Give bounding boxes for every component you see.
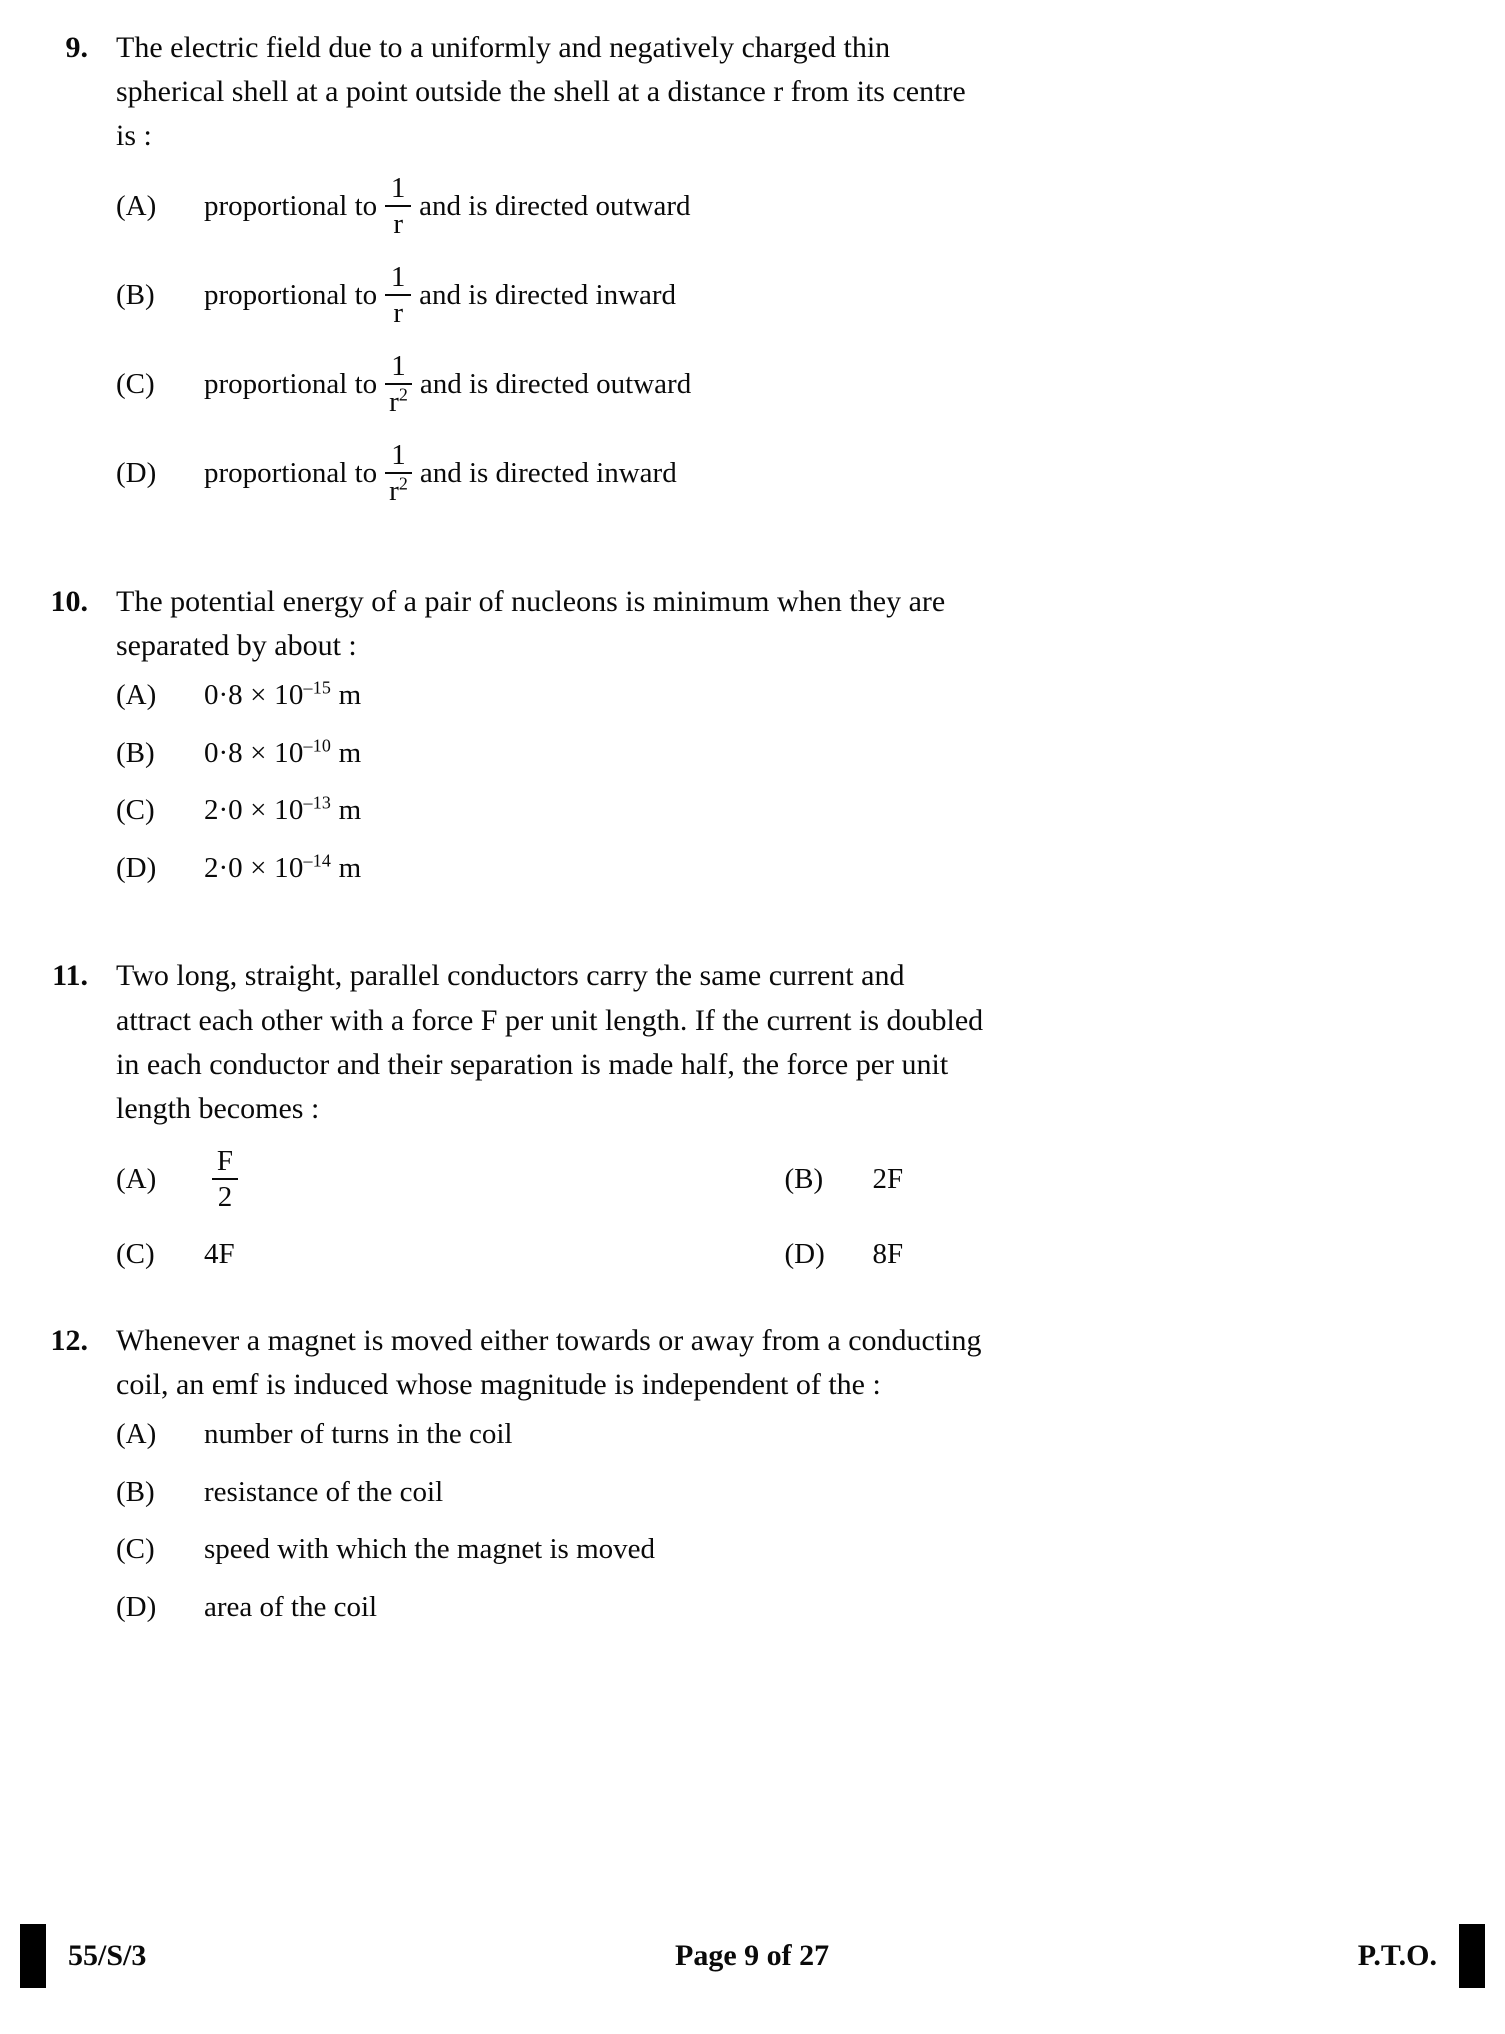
option-label: (B)	[116, 279, 155, 312]
power-base: 10	[274, 794, 304, 827]
question-12-text-line-2: coil, an emf is induced whose magnitude is independent of the :	[116, 1367, 881, 1401]
question-10-option-a[interactable]	[116, 674, 1453, 718]
question-9-option-d[interactable]	[116, 441, 1453, 506]
option-label: (A)	[116, 1162, 157, 1195]
option-content	[204, 263, 1453, 328]
denominator-base: r	[389, 475, 399, 508]
option-suffix-text: and is directed inward	[419, 279, 677, 312]
question-spacer	[24, 908, 1453, 954]
denominator-exponent: 2	[398, 473, 408, 494]
fraction-one-over-r	[385, 174, 411, 239]
option-content	[204, 1144, 246, 1213]
fraction-denominator: r	[393, 208, 403, 241]
question-11-option-c[interactable]	[116, 1238, 785, 1271]
power-exponent: –15	[303, 677, 332, 698]
option-content: 4F	[204, 1237, 235, 1270]
footer-right-marker-bar	[1459, 1924, 1485, 1988]
power-base: 10	[274, 851, 304, 884]
option-content	[204, 174, 1453, 239]
question-9-option-b[interactable]	[116, 263, 1453, 328]
option-label: (D)	[116, 457, 157, 490]
footer-left-marker-bar	[20, 1924, 46, 1988]
option-label: (A)	[116, 1418, 157, 1451]
mantissa: 2·0	[204, 794, 243, 827]
question-9-options	[116, 174, 1453, 506]
question-9	[24, 26, 1453, 530]
option-content: area of the coil	[204, 1590, 378, 1623]
question-10-text-line-1: The potential energy of a pair of nucleons is minimum when they are	[116, 585, 946, 619]
question-spacer	[24, 1301, 1453, 1319]
question-11-text-line-2: attract each other with a force F per unit length. If the current is doubled	[116, 1003, 984, 1037]
power-exponent: –13	[303, 792, 332, 813]
option-label: (A)	[116, 679, 157, 712]
question-10-number: 10.	[50, 585, 88, 619]
mantissa: 0·8	[204, 736, 243, 769]
option-label: (D)	[116, 1590, 157, 1623]
option-prefix-text: proportional to	[204, 368, 378, 401]
fraction-numerator: 1	[390, 172, 406, 205]
question-12-text-line-1: Whenever a magnet is moved either towards or away from a conducting	[116, 1323, 982, 1357]
option-label: (B)	[784, 1162, 824, 1195]
option-label: (A)	[116, 190, 157, 223]
option-content	[204, 674, 1453, 718]
fraction-one-over-r	[385, 263, 411, 328]
fraction-denominator: r	[393, 297, 403, 330]
unit: m	[338, 736, 362, 769]
option-label: (B)	[116, 736, 155, 769]
denominator-exponent: 2	[398, 384, 408, 405]
option-label: (C)	[116, 1237, 155, 1270]
fraction-numerator: 1	[390, 261, 406, 294]
multiplication-sign: ×	[250, 679, 267, 712]
question-12-option-c[interactable]	[116, 1528, 1453, 1572]
option-suffix-text: and is directed outward	[419, 368, 692, 401]
question-9-body	[116, 26, 1453, 530]
question-12	[24, 1319, 1453, 1643]
option-suffix-text: and is directed inward	[419, 457, 677, 490]
option-prefix-text: proportional to	[204, 457, 378, 490]
question-11-text-line-1: Two long, straight, parallel conductors carry the same current and	[116, 959, 905, 993]
question-spacer	[24, 534, 1453, 580]
question-9-text-line-2: spherical shell at a point outside the shell at a distance r from its centre	[116, 75, 966, 109]
option-content	[204, 847, 1453, 891]
question-9-text-line-1: The electric field due to a uniformly and negatively charged thin	[116, 31, 891, 64]
question-9-text-line-3: is :	[116, 119, 152, 153]
option-content: speed with which the magnet is moved	[204, 1533, 656, 1566]
question-10	[24, 580, 1453, 904]
power-exponent: –10	[303, 735, 332, 756]
option-label: (C)	[116, 368, 155, 401]
question-12-body	[116, 1319, 1453, 1643]
question-11-text-line-4: length becomes :	[116, 1091, 320, 1125]
denominator-base: r	[389, 386, 399, 419]
page-footer	[0, 1924, 1505, 1988]
question-9-option-c[interactable]	[116, 352, 1453, 417]
option-label: (C)	[116, 1533, 155, 1566]
question-10-option-d[interactable]	[116, 847, 1453, 891]
question-10-body	[116, 580, 1453, 904]
option-content	[204, 352, 1453, 417]
question-12-number: 12.	[50, 1323, 88, 1357]
option-prefix-text: proportional to	[204, 279, 378, 312]
unit: m	[338, 679, 362, 712]
option-content: number of turns in the coil	[204, 1418, 513, 1451]
question-11	[24, 954, 1453, 1296]
fraction-one-over-r-squared	[385, 441, 412, 506]
option-content: 8F	[872, 1237, 904, 1270]
multiplication-sign: ×	[250, 851, 267, 884]
question-12-option-a[interactable]	[116, 1413, 1453, 1457]
question-12-option-b[interactable]	[116, 1471, 1453, 1515]
mantissa: 2·0	[204, 851, 243, 884]
question-11-option-d[interactable]	[785, 1238, 1454, 1271]
option-suffix-text: and is directed outward	[419, 190, 691, 223]
power-base: 10	[274, 736, 304, 769]
question-12-option-d[interactable]	[116, 1586, 1453, 1630]
question-11-option-a[interactable]	[116, 1144, 785, 1213]
option-content	[204, 789, 1453, 833]
option-content: 2F	[872, 1162, 904, 1195]
question-9-option-a[interactable]	[116, 174, 1453, 239]
option-label: (B)	[116, 1475, 155, 1508]
question-11-options	[116, 1144, 1453, 1297]
paper-code: 55/S/3	[68, 1939, 147, 1972]
question-10-option-c[interactable]	[116, 789, 1453, 833]
question-12-options	[116, 1413, 1453, 1629]
multiplication-sign: ×	[250, 794, 267, 827]
option-label: (D)	[784, 1237, 825, 1270]
fraction-numerator: 1	[391, 439, 406, 472]
option-label: (D)	[116, 851, 157, 884]
question-11-option-b[interactable]	[785, 1147, 1454, 1212]
question-10-text-line-2: separated by about :	[116, 629, 357, 663]
power-exponent: –14	[303, 850, 332, 871]
option-content	[204, 732, 1453, 776]
question-10-option-b[interactable]	[116, 732, 1453, 776]
fraction-numerator: 1	[391, 350, 406, 383]
fraction-numerator: F	[216, 1144, 234, 1177]
multiplication-sign: ×	[250, 736, 267, 769]
question-9-number: 9.	[65, 31, 88, 64]
question-11-body	[116, 954, 1453, 1296]
fraction-denominator	[385, 474, 412, 506]
question-11-number: 11.	[52, 959, 88, 993]
fraction-denominator: 2	[217, 1180, 233, 1213]
unit: m	[338, 794, 362, 827]
unit: m	[338, 851, 362, 884]
question-11-text-line-3: in each conductor and their separation is made half, the force per unit	[116, 1047, 949, 1081]
page-number-label: Page 9 of 27	[675, 1939, 830, 1972]
mantissa: 0·8	[204, 679, 243, 712]
question-10-options	[116, 674, 1453, 890]
fraction-f-over-2	[212, 1144, 238, 1213]
option-content: resistance of the coil	[204, 1475, 444, 1508]
power-base: 10	[274, 679, 304, 712]
fraction-denominator	[385, 385, 412, 417]
option-content	[204, 441, 1453, 506]
fraction-one-over-r-squared	[385, 352, 412, 417]
pto-label: P.T.O.	[1357, 1939, 1437, 1972]
option-prefix-text: proportional to	[204, 190, 378, 223]
option-label: (C)	[116, 794, 155, 827]
